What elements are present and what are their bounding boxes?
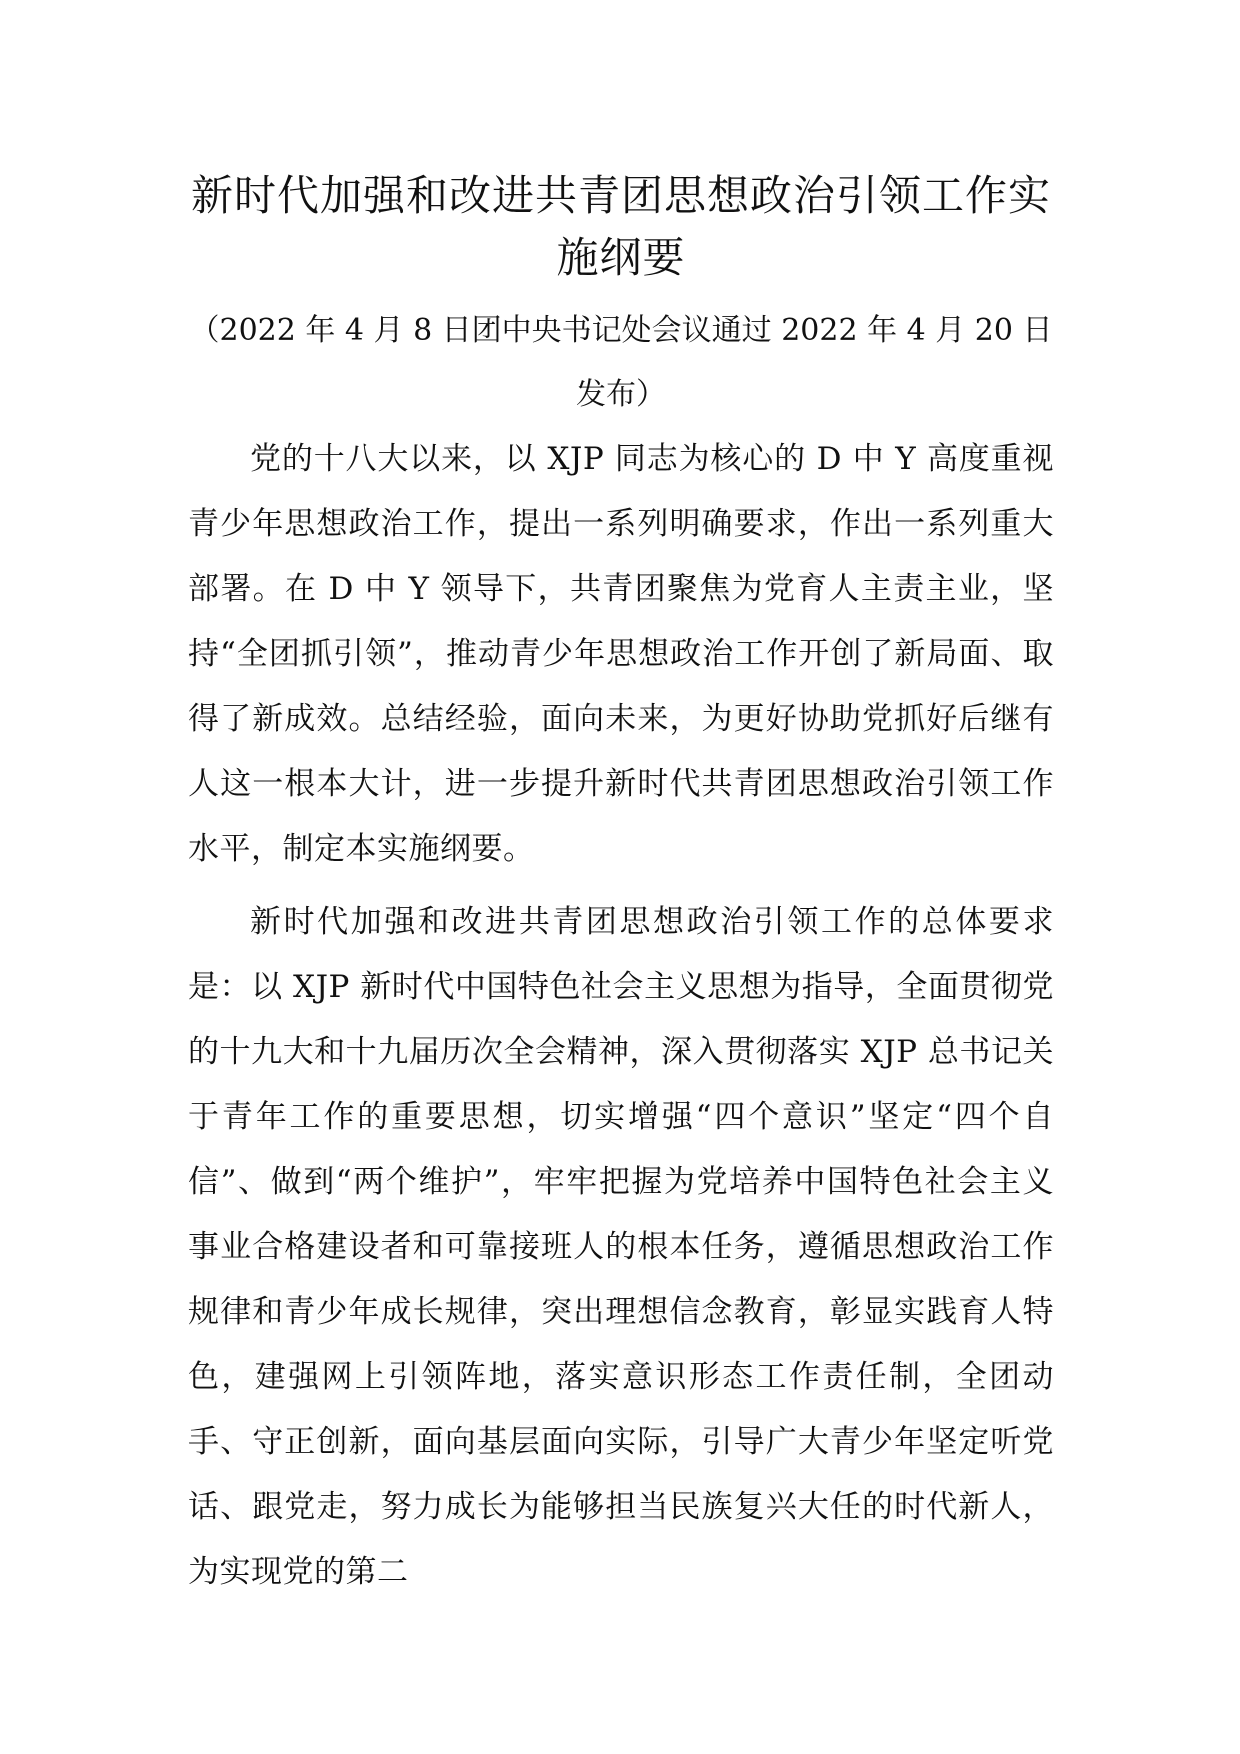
- document-title: 新时代加强和改进共青团思想政治引领工作实施纲要: [190, 171, 1051, 282]
- paragraph-intro: 党的十八大以来，以 XJP 同志为核心的 D 中 Y 高度重视青少年思想政治工作，提出一系列明确要求，作出一系列重大部署。在 D 中 Y 领导下，共青团聚焦为党育人主责主业，坚持“全团抓引领”，推动青少年思想政治工作开创了新局面、取得了新成效。总结经验，面向未来，为更好协助党抓好后继有人这一根本大计，进一步提升新时代共青团思想政治引领工作水平，制定本实施纲要。: [188, 441, 1054, 867]
- document-subtitle: （2022 年 4 月 8 日团中央书记处会议通过 2022 年 4 月 20 日发布）: [189, 313, 1053, 412]
- document-body: [188, 165, 1054, 1605]
- paragraph-general-requirements: 新时代加强和改进共青团思想政治引领工作的总体要求是：以 XJP 新时代中国特色社会主义思想为指导，全面贯彻党的十九大和十九届历次全会精神，深入贯彻落实 XJP 总书记关于青年工作的重要思想，切实增强“四个意识”坚定“四个自信”、做到“两个维护”，牢牢把握为党培养中国特色社会主义事业合格建设者和可靠接班人的根本任务，遵循思想政治工作规律和青少年成长规律，突出理想信念教育，彰显实践育人特色，建强网上引领阵地，落实意识形态工作责任制，全团动手、守正创新，面向基层面向实际，引导广大青少年坚定听党话、跟党走，努力成长为能够担当民族复兴大任的时代新人，为实现党的第二: [188, 904, 1054, 1590]
